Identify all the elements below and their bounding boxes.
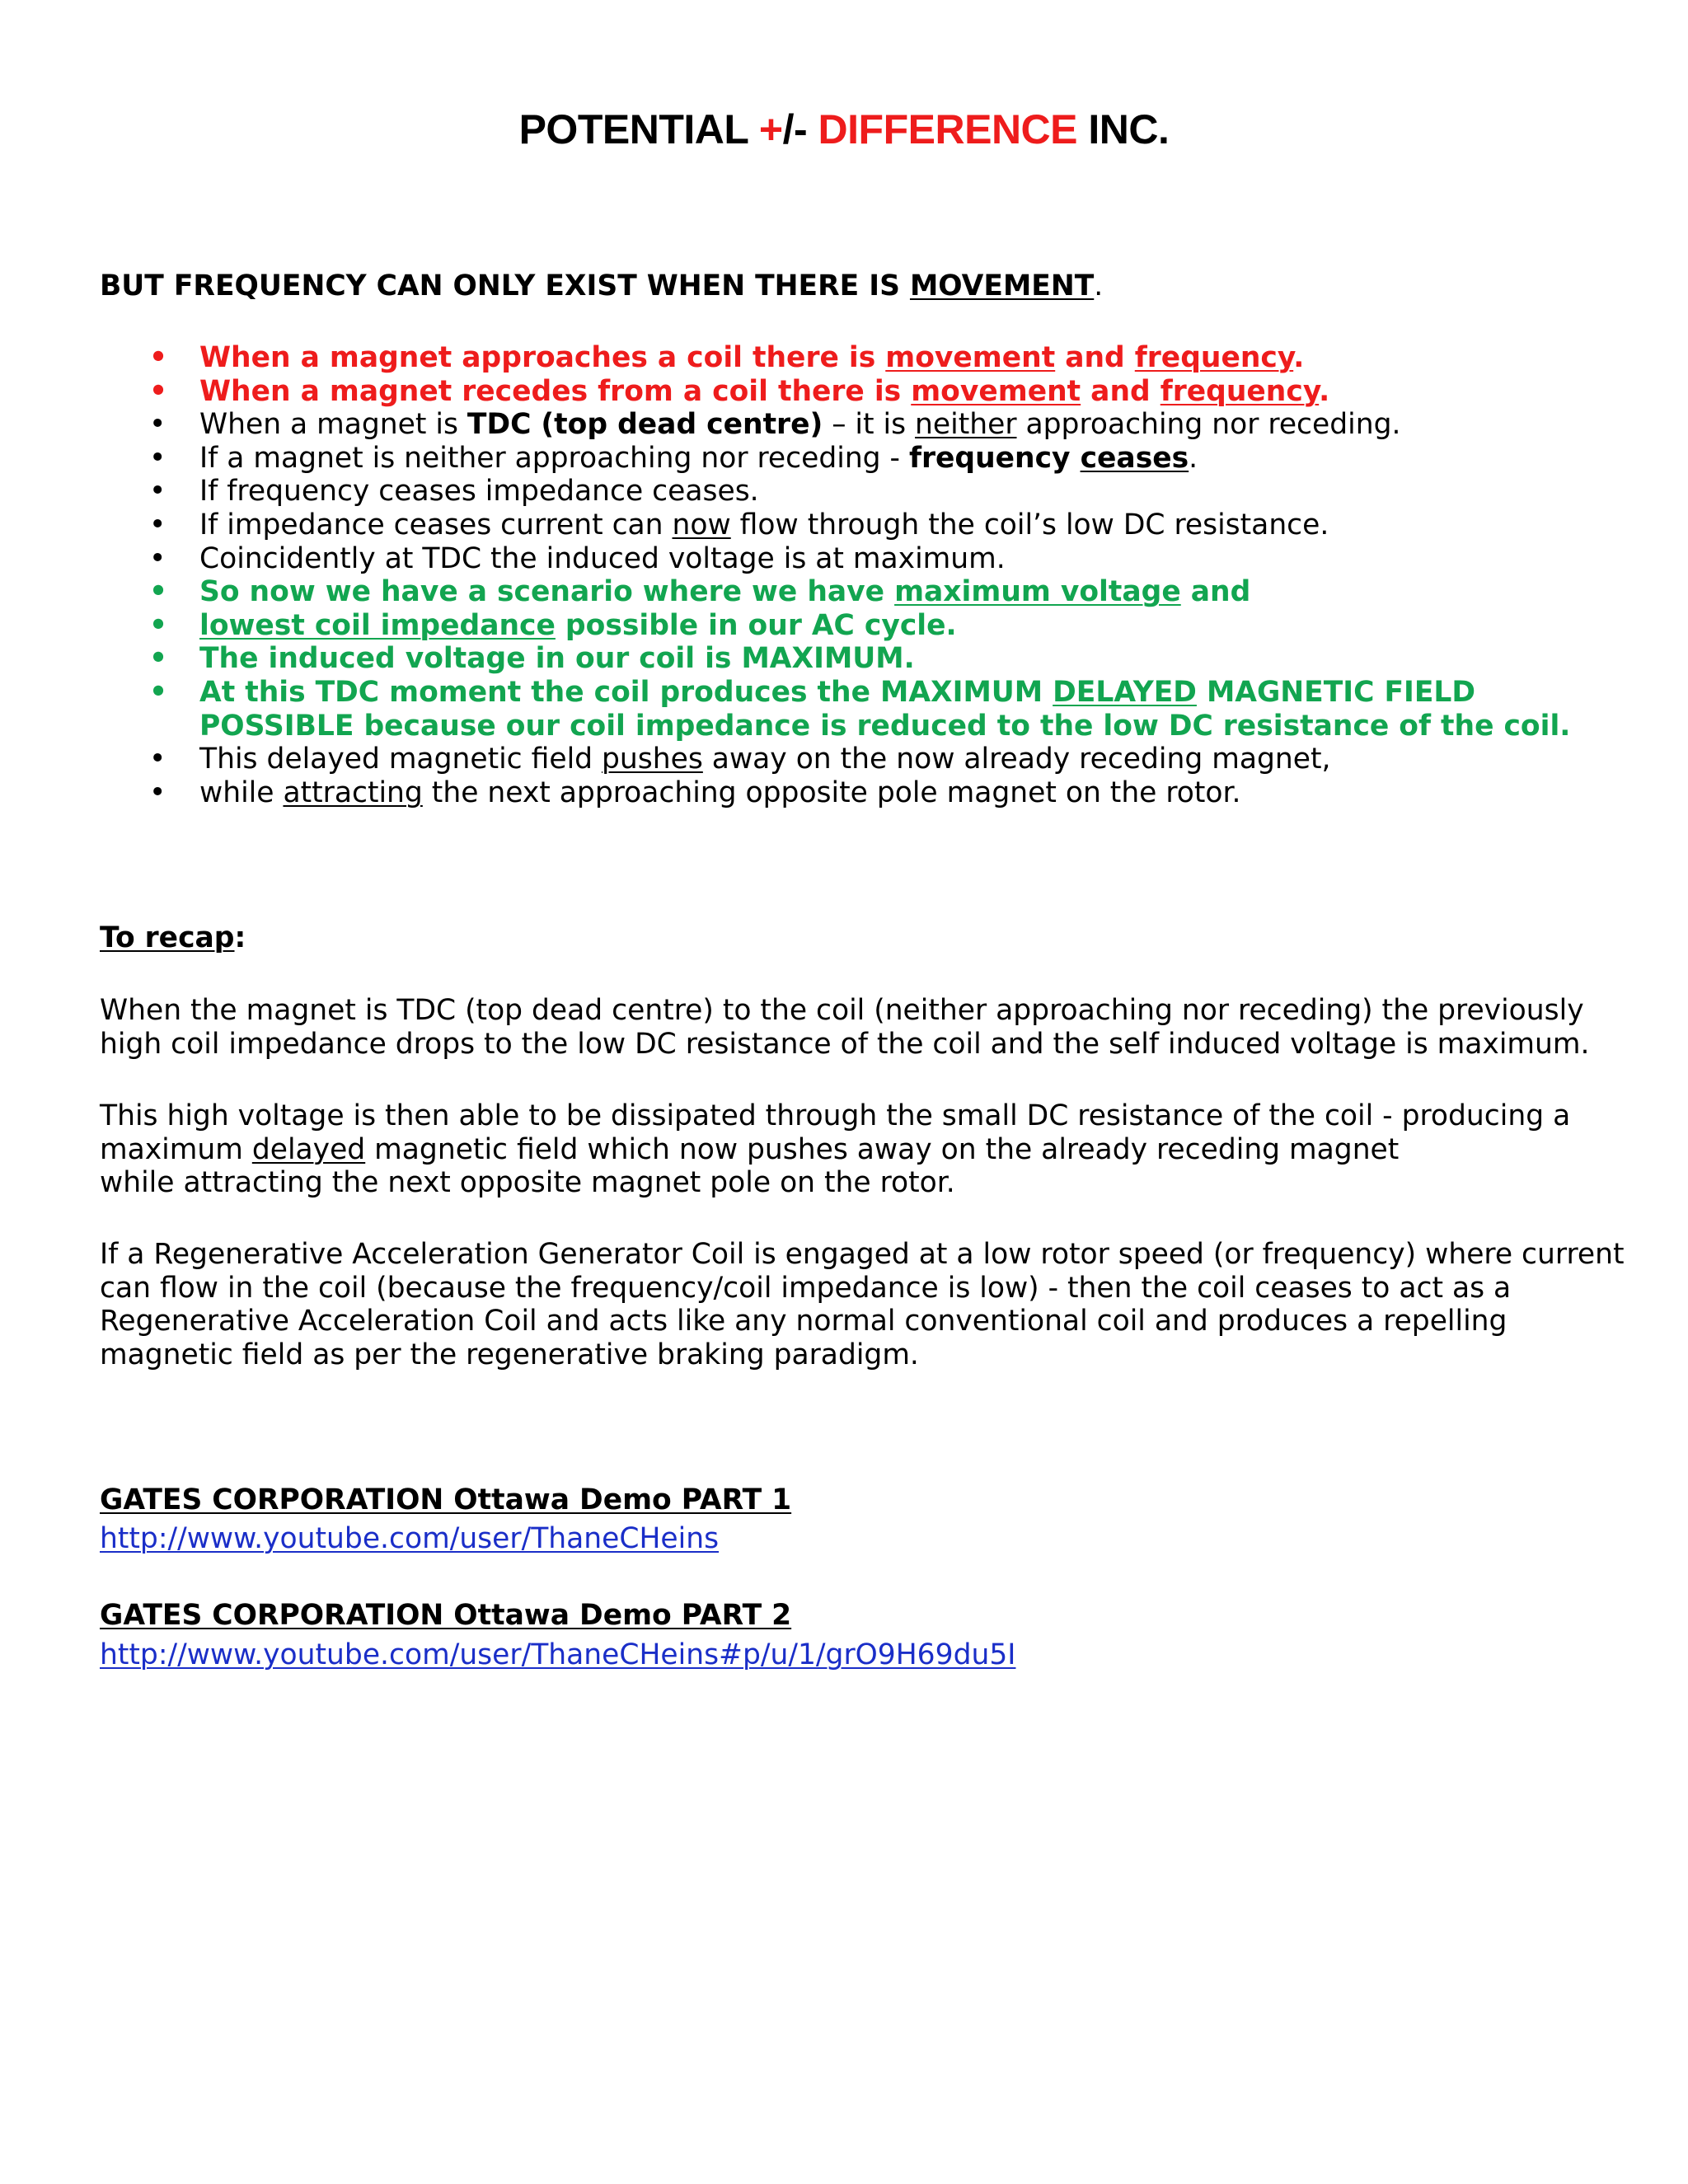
list-item-text: . [1319,374,1330,408]
list-item [100,642,1608,676]
list-item-underlined: movement [885,341,1056,374]
bullet-icon: • [149,341,168,374]
bullet-list [100,341,1608,809]
list-item-text: At this TDC moment the coil produces the MAXIMUM [199,675,1053,709]
list-item-text: Coincidently at TDC the induced voltage is at maximum. [199,541,1006,575]
list-item-underlined: movement [911,374,1081,408]
list-item-underlined: pushes [602,743,703,776]
list-item [100,442,1608,476]
bullet-icon: • [149,776,166,809]
list-item-text: If impedance ceases current can [199,508,673,541]
title-part-inc: INC. [1077,106,1170,152]
list-item-text: When a magnet is [199,408,467,442]
bullet-icon: • [149,608,168,642]
bullet-icon: • [149,675,168,709]
list-item-text: away on the now already receding magnet, [702,743,1331,776]
list-item [100,743,1608,776]
title-part-difference: DIFFERENCE [818,106,1078,152]
list-item-text: This delayed magnetic field [199,743,603,776]
demo-part-2-heading: GATES CORPORATION Ottawa Demo PART 2 [100,1599,792,1632]
list-item-underlined: frequency [1160,374,1320,408]
list-item-underlined: frequency [1134,341,1294,374]
list-item-text: . [1189,441,1198,475]
list-item-text: . [1293,341,1305,374]
list-item-text: MAGNETIC FIELD POSSIBLE because our coil impedance is reduced to the low DC resistance of the coil. [199,675,1571,743]
list-item-underlined: now [672,508,731,541]
list-item [100,375,1608,409]
list-item [100,509,1608,542]
paragraph-underlined: delayed [251,1132,366,1166]
list-item [100,408,1608,442]
list-item-text: the next approaching opposite pole magnet on the rotor. [422,776,1241,809]
list-item [100,341,1608,375]
headline-period: . [1094,269,1104,302]
paragraph-text: while attracting the next opposite magnet pole on the rotor. [100,1166,955,1199]
list-item [100,609,1608,643]
paragraph-text: This high voltage is then able to be dissipated through the small DC resistance of the coil - producing a maximum [100,1099,1571,1166]
title-part-potential: POTENTIAL [518,106,759,152]
youtube-link-part-1[interactable]: http://www.youtube.com/user/ThaneCHeins [100,1522,720,1555]
headline-underlined-word: MOVEMENT [909,269,1095,302]
list-item-bold: TDC (top dead centre) [467,408,823,442]
list-item-text: When a magnet approaches a coil there is [199,341,886,374]
list-item-underlined: neither [915,408,1017,442]
list-item-text: When a magnet recedes from a coil there is [199,374,912,408]
bullet-icon: • [149,408,166,442]
list-item-text: If a magnet is neither approaching nor receding - [199,441,909,475]
list-item-underlined: attracting [283,776,423,809]
demo-part-1-heading: GATES CORPORATION Ottawa Demo PART 1 [100,1483,792,1516]
recap-paragraph-1: When the magnet is TDC (top dead centre) to the coil (neither approaching nor receding) the previously high coil impedance drops to the low DC resistance of the coil and the self induced voltage is maximum. [100,994,1590,1061]
paragraph-text: magnetic field which now pushes away on the already receding magnet [365,1132,1400,1166]
list-item [100,542,1608,576]
list-item [100,475,1608,509]
title-plus-sign: + [758,106,783,152]
youtube-link-part-2[interactable]: http://www.youtube.com/user/ThaneCHeins#p/u/1/grO9H69du5I [100,1638,1016,1671]
list-item-text: and [1055,341,1135,374]
list-item-bold: frequency [908,441,1081,475]
recap-paragraph-3: If a Regenerative Acceleration Generator Coil is engaged at a low rotor speed (or frequency) where current can flow in the coil (because the frequency/coil impedance is low) - then the coil ceases to act as a Regenerative Acceleration Coil and acts like any normal conventional coil and produces a repelling magnetic field as per the regenerative braking paradigm. [100,1238,1625,1371]
list-item-text: while [199,776,284,809]
recap-label: To recap [100,921,235,954]
list-item-text: possible in our AC cycle. [555,608,957,642]
list-item-text: If frequency ceases impedance ceases. [199,475,759,509]
list-item-text: approaching nor receding. [1016,408,1401,442]
list-item [100,676,1608,743]
recap-heading [100,921,246,954]
bullet-icon: • [149,541,166,575]
list-item-underlined: DELAYED [1053,675,1197,709]
bullet-icon: • [149,743,166,776]
list-item-text: So now we have a scenario where we have [199,575,895,609]
bullet-icon: • [149,642,168,676]
bullet-icon: • [149,575,168,609]
list-item-underlined: lowest coil impedance [199,608,556,642]
list-item-text: The induced voltage in our coil is MAXIMUM. [199,642,915,676]
list-item-text: and [1180,575,1251,609]
title-slash-minus: /- [782,106,818,152]
page-title [0,105,1688,153]
bullet-icon: • [149,441,166,475]
list-item [100,575,1608,609]
bullet-icon: • [149,508,166,541]
recap-paragraph-2 [100,1099,1625,1200]
bullet-icon: • [149,475,166,509]
list-item-text: – it is [823,408,916,442]
list-item [100,776,1608,810]
bullet-icon: • [149,374,168,408]
list-item-text: and [1081,374,1160,408]
headline-text: BUT FREQUENCY CAN ONLY EXIST WHEN THERE IS [100,269,910,302]
recap-colon: : [234,921,246,954]
section-headline [100,269,1103,302]
list-item-bold-underlined: ceases [1080,441,1189,475]
list-item-text: flow through the coil’s low DC resistance. [730,508,1329,541]
list-item-underlined: maximum voltage [894,575,1181,609]
